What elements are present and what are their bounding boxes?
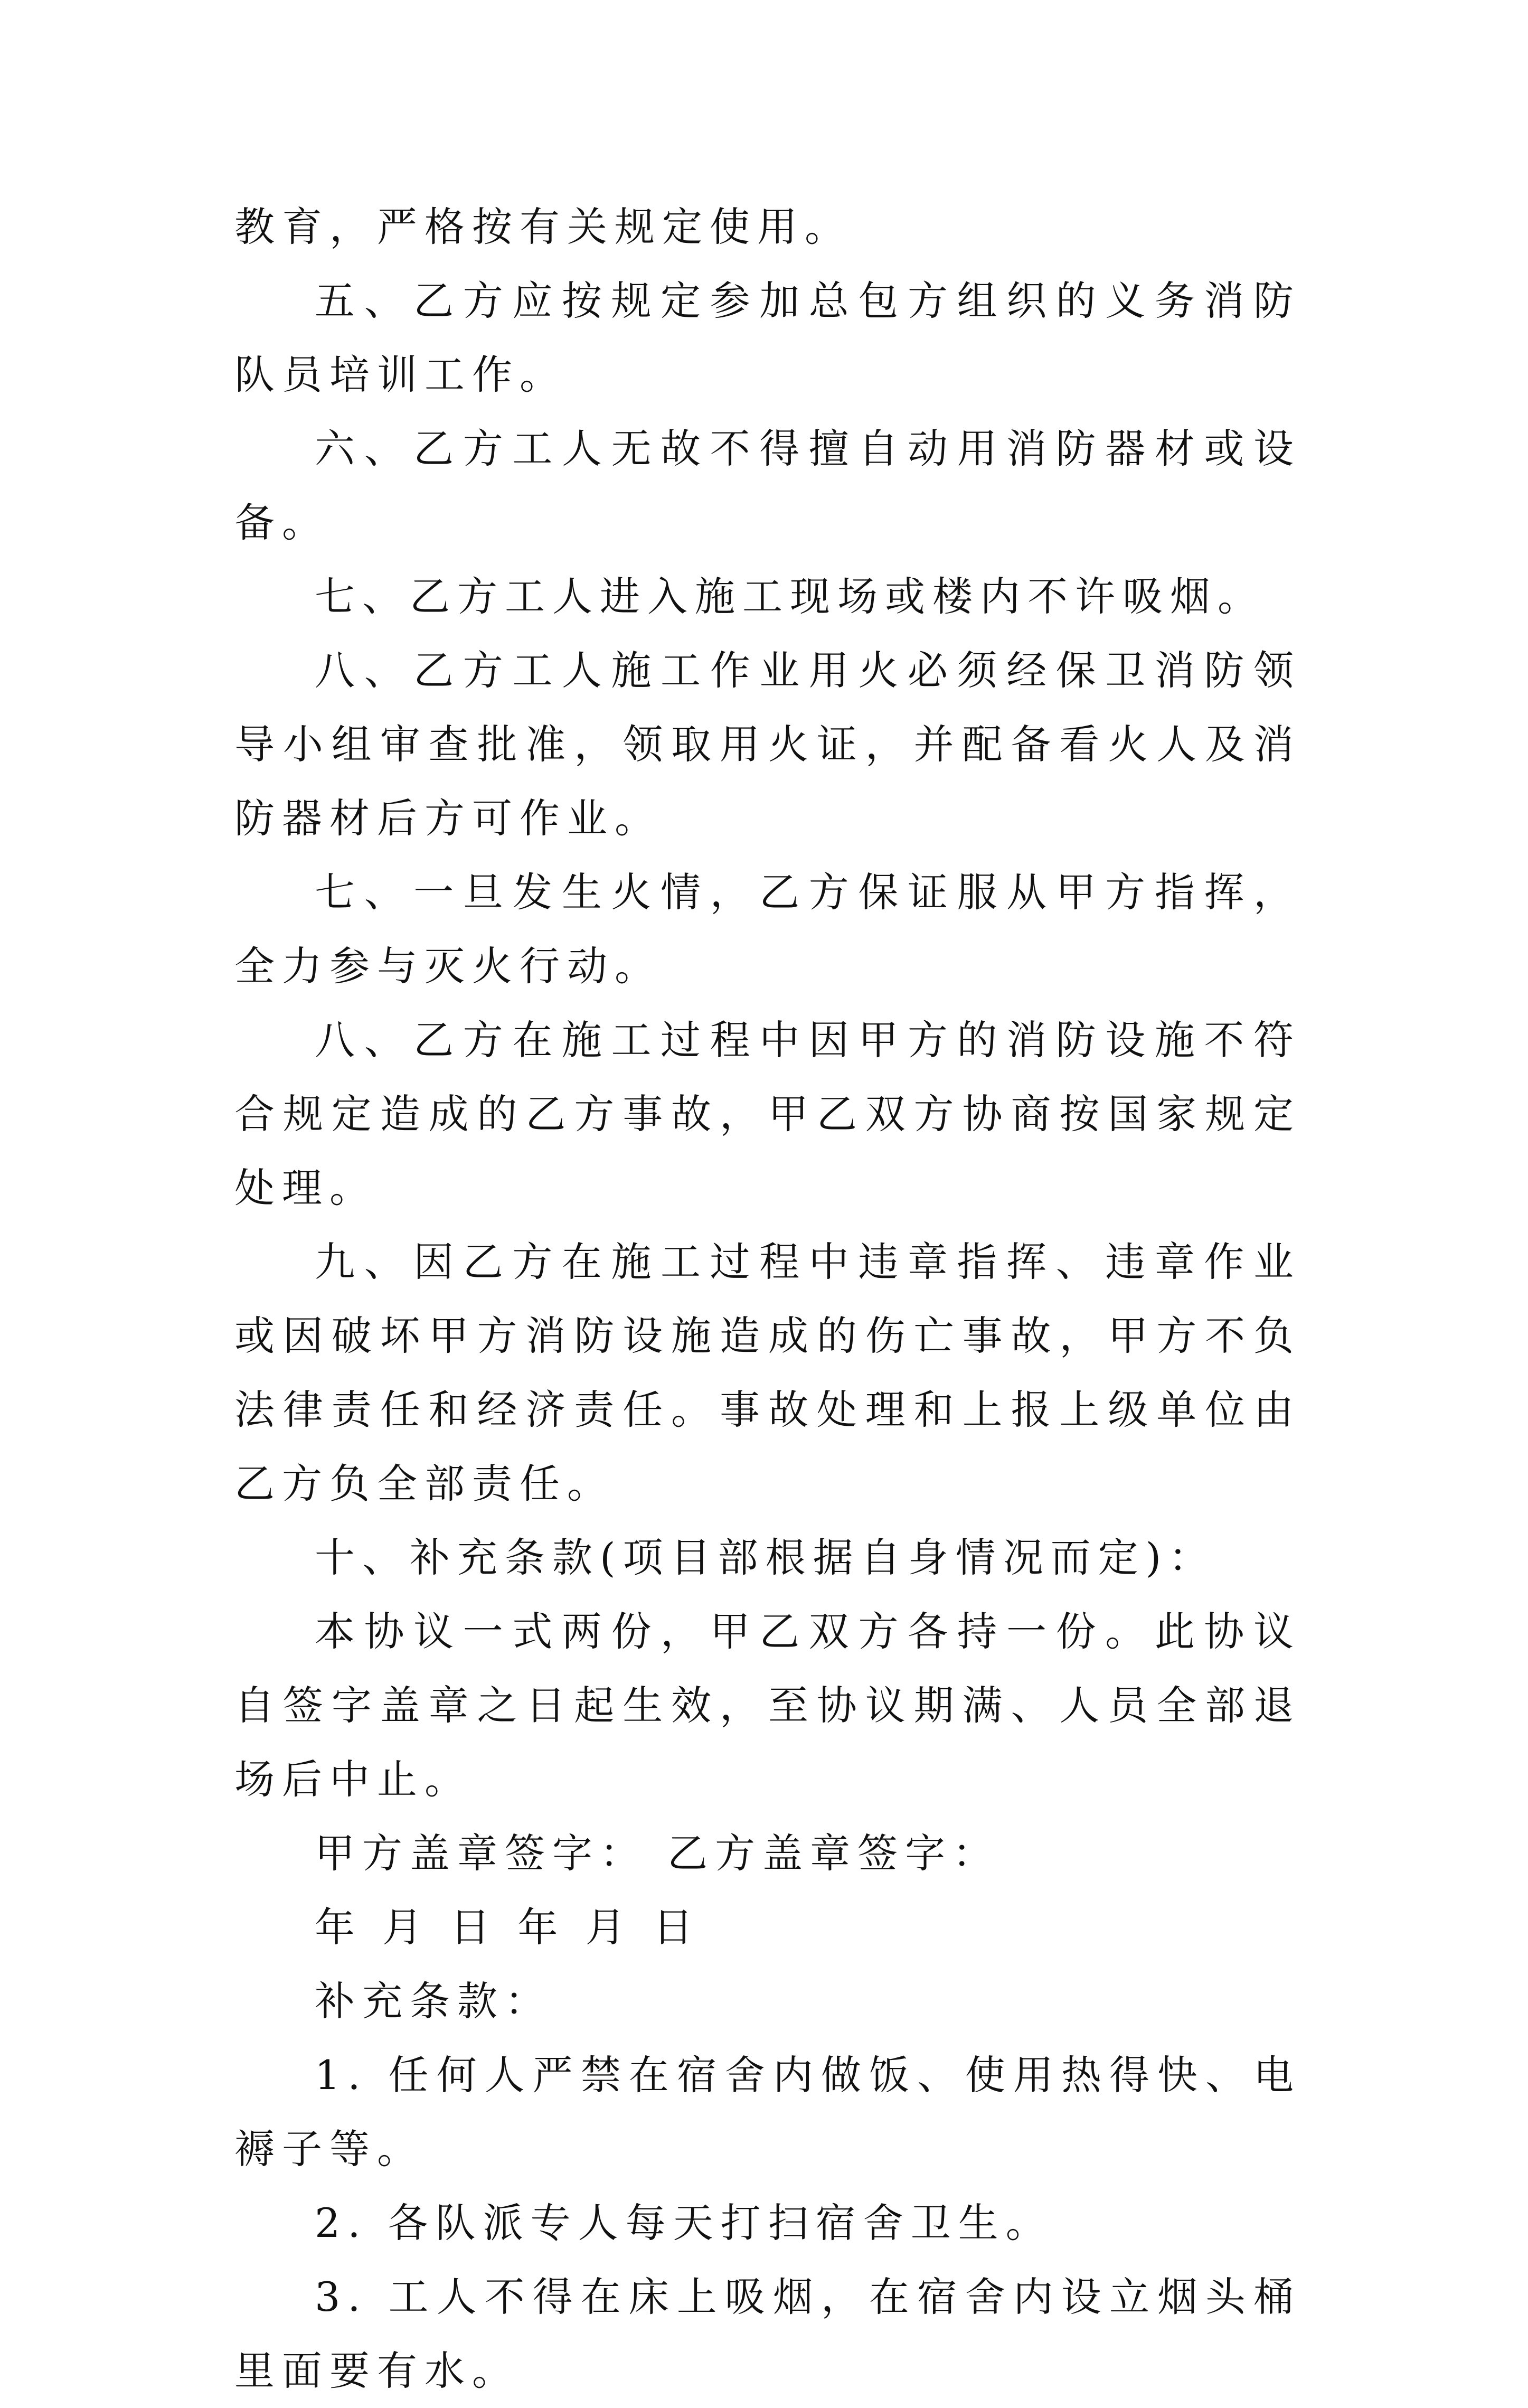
paragraph-clause-8: 八、乙方工人施工作业用火必须经保卫消防领导小组审查批准，领取用火证，并配备看火人及消防器材后方可作业。 (234, 647, 1301, 842)
paragraph-clause-6: 六、乙方工人无故不得擅自动用消防器材或设备。 (234, 425, 1301, 546)
paragraph-clause-9: 九、因乙方在施工过程中违章指挥、违章作业或因破坏甲方消防设施造成的伤亡事故，甲方不负法律责任和经济责任。事故处理和上报上级单位由乙方负全部责任。 (234, 1238, 1301, 1507)
paragraph-clause-10: 十、补充条款(项目部根据自身情况而定)： (315, 1534, 1216, 1581)
paragraph-clause-5: 五、乙方应按规定参加总包方组织的义务消防队员培训工作。 (234, 277, 1301, 398)
paragraph-education-continued: 教育，严格按有关规定使用。 (234, 203, 852, 250)
supplementary-item-2: 2. 各队派专人每天打扫宿舍卫生。 (315, 2199, 1053, 2246)
paragraph-clause-7: 七、乙方工人进入施工现场或楼内不许吸烟。 (315, 573, 1265, 620)
paragraph-clause-8-accident: 八、乙方在施工过程中因甲方的消防设施不符合规定造成的乙方事故，甲乙双方协商按国家规定处理。 (234, 1017, 1301, 1211)
supplementary-heading: 补充条款： (315, 1978, 552, 2025)
supplementary-item-1: 1. 任何人严禁在宿舍内做饭、使用热得快、电褥子等。 (234, 2052, 1301, 2172)
document-body (234, 190, 1301, 2408)
signature-line: 甲方盖章签字： 乙方盖章签字： (315, 1830, 1001, 1877)
supplementary-item-3: 3. 工人不得在床上吸烟，在宿舍内设立烟头桶里面要有水。 (234, 2273, 1301, 2394)
paragraph-agreement-copies: 本协议一式两份，甲乙双方各持一份。此协议自签字盖章之日起生效，至协议期满、人员全部退场后中止。 (234, 1608, 1301, 1803)
date-line: 年 月 日 年 月 日 (315, 1904, 701, 1951)
paragraph-clause-7-fire: 七、一旦发生火情，乙方保证服从甲方指挥，全力参与灭火行动。 (234, 869, 1301, 990)
